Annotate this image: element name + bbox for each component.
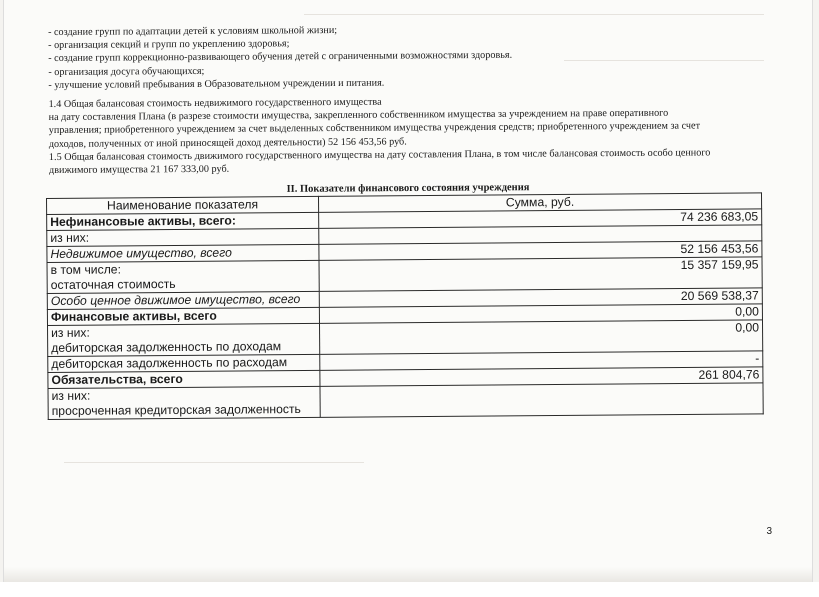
- section-1-4-line: управления; приобретенного учреждением за счет выделенных собственником имущества учреждения средств; приобретенного учреждением за счет: [48, 120, 701, 137]
- table-title: II. Показатели финансового состояния учреждения: [286, 182, 530, 195]
- underlying-page: [0, 582, 819, 597]
- intro-item: - создание групп коррекционно-развивающего обучения детей с ограниченными возможностями здоровья.: [48, 50, 513, 65]
- row-amount: [320, 383, 763, 417]
- row-amount: 261 804,76: [320, 367, 763, 386]
- intro-item: - создание групп по адаптации детей к условиям школьной жизни;: [48, 24, 338, 38]
- row-amount: 15 357 159,95: [319, 257, 762, 291]
- header-amount: Сумма, руб.: [318, 193, 761, 212]
- section-1-5-line: движимого имущества 21 167 333,00 руб.: [48, 163, 230, 177]
- intro-item: - организация секций и групп по укреплению здоровья;: [48, 38, 290, 52]
- page-number: 3: [766, 526, 772, 537]
- row-name: Особо ценное движимое имущество, всего: [47, 291, 319, 309]
- section-1-4-line: на дату составления Плана (в разрезе стоимости имущества, закрепленного собственником имущества за учреждением на праве оперативного: [48, 107, 669, 124]
- section-1-4-line: доходов, полученных от иной приносящей доход деятельности) 52 156 453,56 руб.: [48, 136, 407, 150]
- row-name-line: остаточная стоимость: [50, 276, 176, 292]
- row-name: дебиторская задолженность по расходам: [48, 354, 320, 372]
- row-amount: 0,00: [319, 304, 762, 323]
- row-name-line: из них:: [51, 388, 91, 403]
- row-amount: 0,00: [319, 320, 762, 354]
- section-1-4-line: 1.4 Общая балансовая стоимость недвижимого государственного имущества: [48, 96, 382, 111]
- row-amount: 52 156 453,56: [319, 241, 762, 260]
- row-name: Недвижимое имущество, всего: [47, 244, 319, 262]
- row-name: Финансовые активы, всего: [47, 307, 319, 325]
- intro-item: - улучшение условий пребывания в Образовательном учреждении и питания.: [48, 77, 385, 91]
- row-name-line: дебиторская задолженность по доходам: [51, 339, 282, 355]
- row-name: Обязательства, всего: [48, 370, 320, 388]
- section-1-5-line: 1.5 Общая балансовая стоимость движимого государственного имущества на дату составления Плана, в том числе балансовая стоимость особо ценного: [48, 147, 711, 163]
- intro-item: - организация досуга обучающихся;: [48, 65, 205, 78]
- intro-text: [48, 21, 769, 177]
- document-page: [4, 0, 812, 582]
- row-amount: 20 569 538,37: [319, 288, 762, 307]
- financial-table: [46, 192, 764, 420]
- table-row: [48, 383, 763, 420]
- header-name: Наименование показателя: [47, 196, 319, 214]
- row-name-line: в том числе:: [50, 262, 122, 277]
- row-name-line: просроченная кредиторская задолженность: [51, 402, 301, 418]
- row-name: [48, 386, 320, 419]
- page-edge-shadow: [4, 567, 812, 582]
- row-name: [48, 323, 320, 356]
- row-name: [47, 260, 319, 293]
- row-name-line: из них:: [51, 325, 90, 340]
- row-name: Нефинансовые активы, всего:: [47, 212, 319, 230]
- row-amount: -: [320, 351, 763, 370]
- row-name: из них:: [47, 228, 319, 246]
- row-amount: 74 236 683,05: [319, 209, 762, 228]
